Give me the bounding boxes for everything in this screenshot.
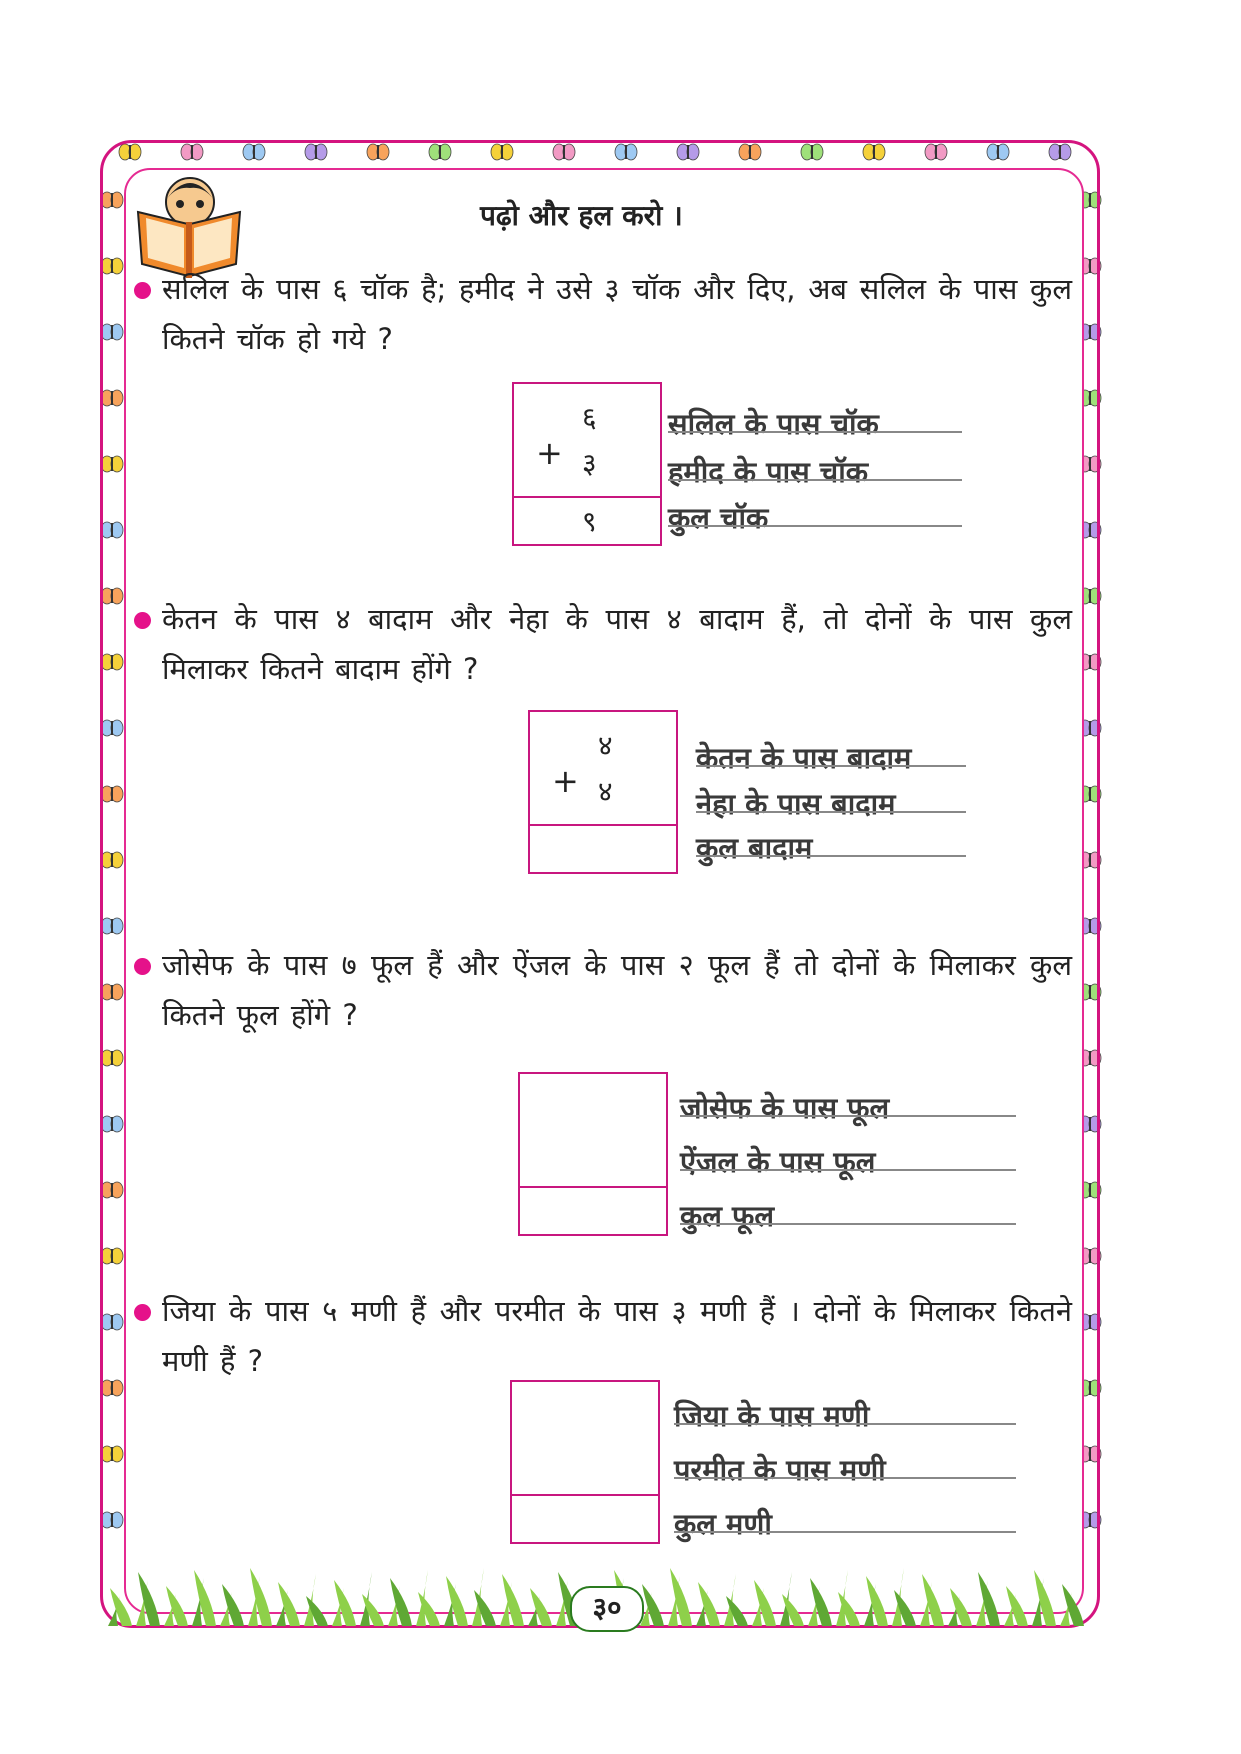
answer-label: जोसेफ के पास फूल	[680, 1088, 889, 1127]
question-bullet	[134, 1304, 151, 1321]
page-title: पढ़ो और हल करो ।	[480, 199, 683, 232]
addend-1: ६	[582, 401, 597, 434]
question-bullet	[134, 958, 151, 975]
question-bullet	[134, 612, 151, 629]
answer-label: सलिल के पास चॉक	[668, 404, 879, 443]
addend-2: ४	[598, 775, 613, 808]
answer-label: जिया के पास मणी	[674, 1396, 869, 1435]
answer-label: कुल फूल	[680, 1196, 774, 1235]
answer-label: केतन के पास बादाम	[696, 738, 911, 777]
question-text: जोसेफ के पास ७ फूल हैं और ऐंजल के पास २ फूल हैं तो दोनों के मिलाकर कुल कितने फूल होंगे ?	[162, 948, 1072, 1032]
answer-label: नेहा के पास बादाम	[696, 784, 895, 823]
sum-answer: ९	[582, 505, 597, 538]
question-bullet	[134, 282, 151, 299]
answer-label: कुल चॉक	[668, 498, 768, 537]
addend-2: ३	[582, 447, 597, 480]
question-text: सलिल के पास ६ चॉक है; हमीद ने उसे ३ चॉक और दिए, अब सलिल के पास कुल कितने चॉक हो गये ?	[162, 272, 1072, 356]
answer-label: हमीद के पास चॉक	[668, 452, 868, 491]
answer-label: कुल बादाम	[696, 828, 812, 867]
plus-sign: +	[536, 434, 563, 472]
addend-1: ४	[598, 729, 613, 762]
question-text: जिया के पास ५ मणी हैं और परमीत के पास ३ मणी हैं । दोनों के मिलाकर कितने मणी हैं ?	[162, 1294, 1072, 1378]
addition-box	[528, 710, 678, 874]
addition-box	[512, 382, 662, 546]
plus-sign: +	[552, 762, 579, 800]
page-number: ३०	[570, 1586, 644, 1632]
answer-label: परमीत के पास मणी	[674, 1450, 886, 1489]
addition-box[interactable]	[518, 1072, 668, 1236]
addition-box[interactable]	[510, 1380, 660, 1544]
answer-label: ऐंजल के पास फूल	[680, 1142, 875, 1181]
answer-label: कुल मणी	[674, 1504, 772, 1543]
question-text: केतन के पास ४ बादाम और नेहा के पास ४ बादाम हैं, तो दोनों के पास कुल मिलाकर कितने बादाम होंगे ?	[162, 602, 1072, 686]
